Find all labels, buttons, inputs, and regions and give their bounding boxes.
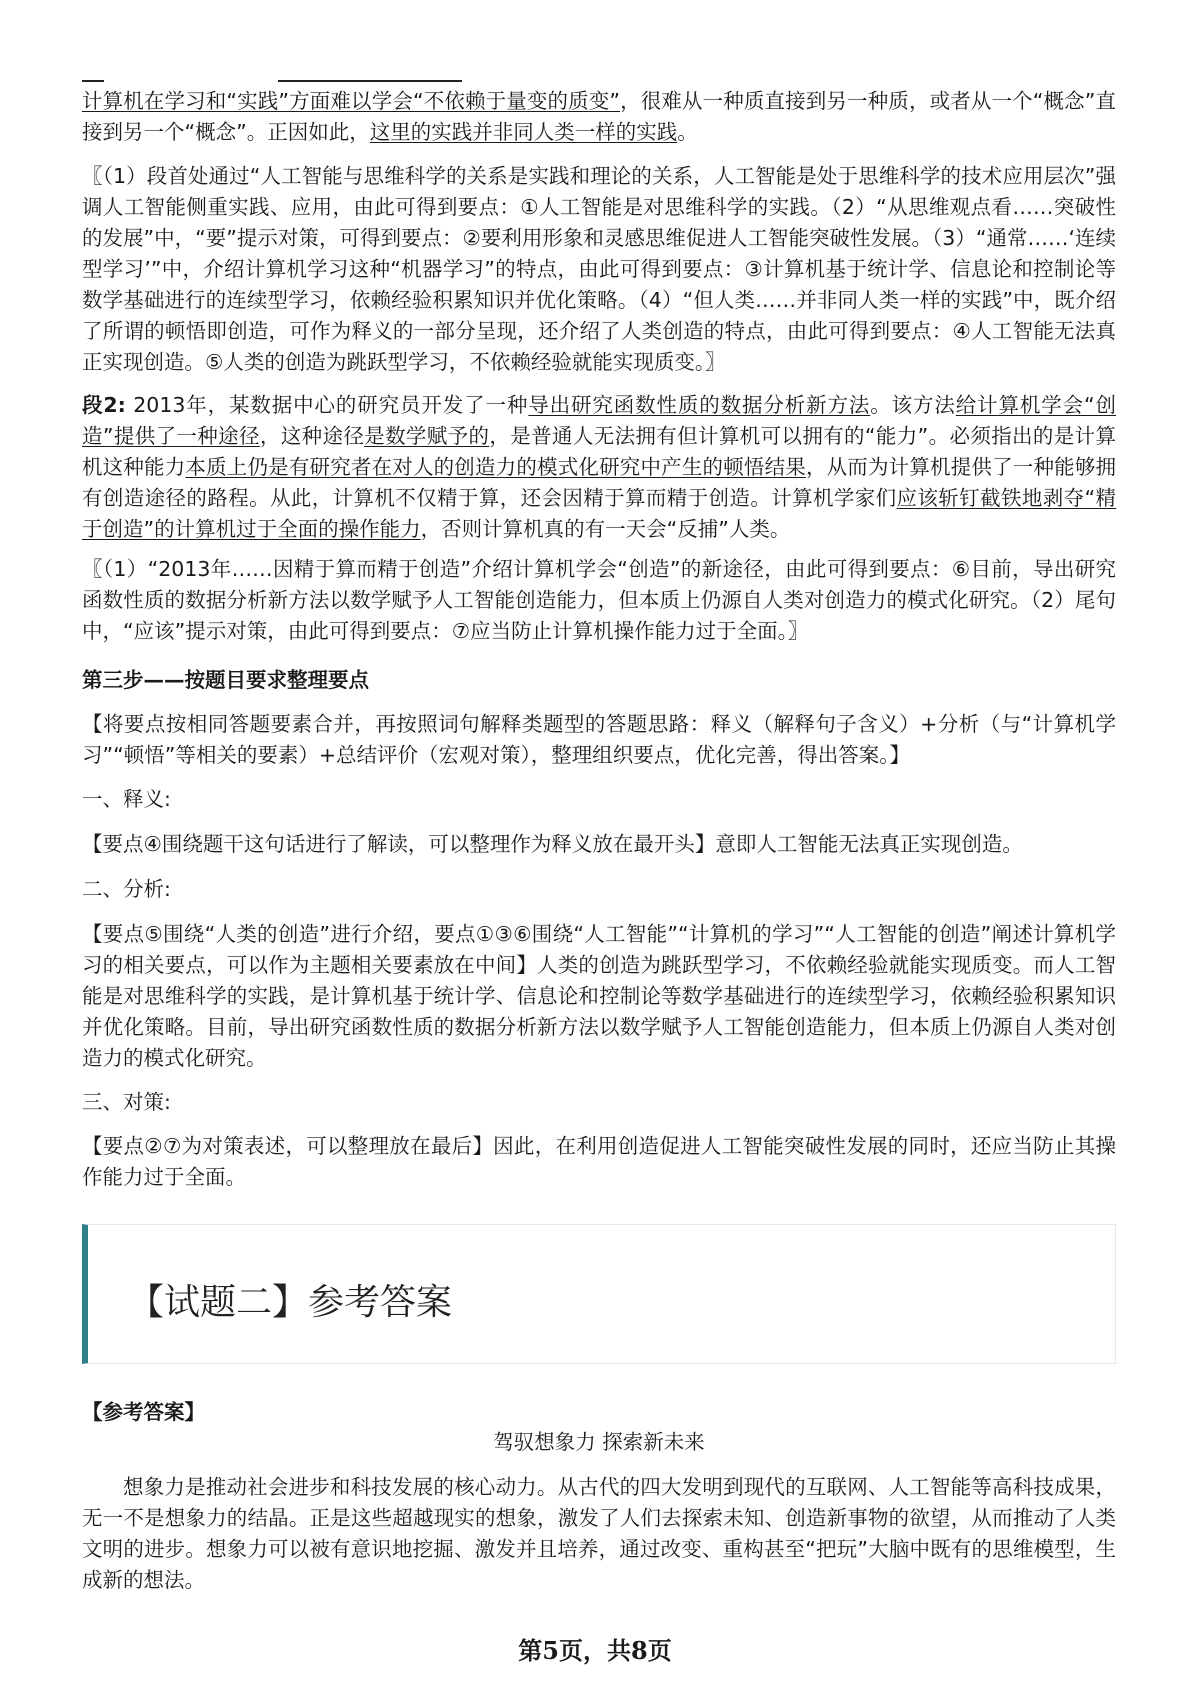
essay-title: 驾驭想象力 探索新未来 (493, 1430, 705, 1454)
analysis-text: 【要点⑤围绕“人类的创造”进行介绍，要点①③⑥围绕“人工智能”“计算机的学习”“人工智能的创造”阐述计算机学习的相关要点，可以作为主题相关要素放在中间】人类的创造为跳跃型学习，不依赖经验就能实现质变。而人工智能是对思维科学的实践，是计算机基于统计学、信息论和控制论等数学基础进行的连续型学习，依赖经验积累知识并优化策略。目前，导出研究函数性质的数据分析新方法以数学赋予人工智能创造能力，但本质上仍源自人类对创造力的模式化研究。 (82, 922, 1116, 1070)
analysis-note-1: 〖（1）段首处通过“人工智能与思维科学的关系是实践和理论的关系，人工智能是处于思维科学的技术应用层次”强调人工智能侧重实践、应用，由此可得到要点：①人工智能是对思维科学的实践。（2）“从思维观点看……突破性的发展”中，“要”提示对策，可得到要点：②要利用形象和灵感思维促进人工智能突破性发展。（3）“通常……‘连续型学习’”中，介绍计算机学习这种“机器学习”的特点，由此可得到要点：③计算机基于统计学、信息论和控制论等数学基础进行的连续型学习，依赖经验积累知识并优化策略。（4）“但人类……并非同人类一样的实践”中，既介绍了所谓的顿悟即创造，可作为释义的一部分呈现，还介绍了人类创造的特点，由此可得到要点：④人工智能无法真正实现创造。⑤人类的创造为跳跃型学习，不依赖经验就能实现质变。〗 (82, 164, 1116, 374)
top-rule-segment (278, 80, 462, 82)
answer-label: 【参考答案】 (82, 1400, 205, 1424)
underlined-phrase: 计算机在学习和“实践”方面难以学会“不依赖于量变的质变” (82, 89, 620, 113)
heading-interpretation: 一、释义: (82, 787, 171, 811)
text-run: 。 (677, 120, 698, 144)
underlined-phrase: 本质上仍是有研究者在对人的创造力的模式化研究中产生的顿悟结果 (185, 455, 806, 479)
step-heading: 第三步——按题目要求整理要点 (82, 668, 369, 692)
step-instructions: 【将要点按相同答题要素合并，再按照词句解释类题型的答题思路：释义（解释句子含义）+分析（与“计算机学习”“顿悟”等相关的要素）+总结评价（宏观对策），整理组织要点，优化完善，得出答案。】 (82, 712, 1116, 767)
text-run: ，很难从一种质直接到另一种质，或者从一个“概念”直接到另一个“概念”。正因如此， (82, 89, 1116, 144)
underlined-phrase: 给计算机学会“创造”提供了一种途径 (82, 393, 1117, 448)
countermeasure-text: 【要点②⑦为对策表述，可以整理放在最后】因此，在利用创造促进人工智能突破性发展的同时，还应当防止其操作能力过于全面。 (82, 1134, 1116, 1189)
page-number-footer: 第5页，共8页 (518, 1636, 672, 1665)
section-header-box (82, 1224, 1116, 1364)
paragraph-conclusion (82, 86, 1116, 148)
essay-paragraph: 想象力是推动社会进步和科技发展的核心动力。从古代的四大发明到现代的互联网、人工智能等高科技成果，无一不是想象力的结晶。正是这些超越现实的想象，激发了人们去探索未知、创造新事物的欲望，从而推动了人类文明的进步。想象力可以被有意识地挖掘、激发并且培养，通过改变、重构甚至“把玩”大脑中既有的思维模型，生成新的想法。 (82, 1475, 1116, 1592)
text-run: ，从而为计算机提供了一种能够拥有创造途径的路程。从此，计算机不仅精于算，还会因精于算而精于创造。计算机学家们 (82, 455, 1117, 510)
underlined-phrase: 是数学赋予的 (364, 424, 490, 448)
underlined-phrase: 这里的实践并非同人类一样的实践 (369, 120, 678, 144)
heading-countermeasure: 三、对策: (82, 1090, 171, 1114)
underlined-phrase: 导出研究函数性质的数据分析新方法 (528, 393, 871, 417)
paragraph-2 (82, 390, 1116, 545)
text-run: 。该方法 (870, 393, 956, 417)
interpretation-text: 【要点④围绕题干这句话进行了解读，可以整理作为释义放在最开头】意即人工智能无法真正实现创造。 (82, 832, 1023, 856)
top-rule (82, 80, 1116, 82)
heading-analysis: 二、分析: (82, 877, 171, 901)
text-run: ，这种途径 (259, 424, 365, 448)
section-title: 【试题二】参考答案 (128, 1282, 453, 1323)
underlined-phrase: 应该斩钉截铁地剥夺“精于创造”的计算机过于全面的操作能力 (82, 486, 1117, 541)
top-rule-segment (82, 80, 104, 82)
text-run: ，是普通人无法拥有但计算机可以拥有的“能力”。必须指出的是计算机这种能力 (82, 424, 1117, 479)
text-run: ，否则计算机真的有一天会“反捕”人类。 (420, 517, 791, 541)
paragraph-label: 段2: (82, 393, 126, 417)
analysis-note-2: 〖（1）“2013年……因精于算而精于创造”介绍计算机学会“创造”的新途径，由此可得到要点：⑥目前，导出研究函数性质的数据分析新方法以数学赋予人工智能创造能力，但本质上仍源自人类对创造力的模式化研究。（2）尾句中，“应该”提示对策，由此可得到要点：⑦应当防止计算机操作能力过于全面。〗 (82, 557, 1116, 643)
text-run: 2013年，某数据中心的研究员开发了一种 (125, 393, 529, 417)
